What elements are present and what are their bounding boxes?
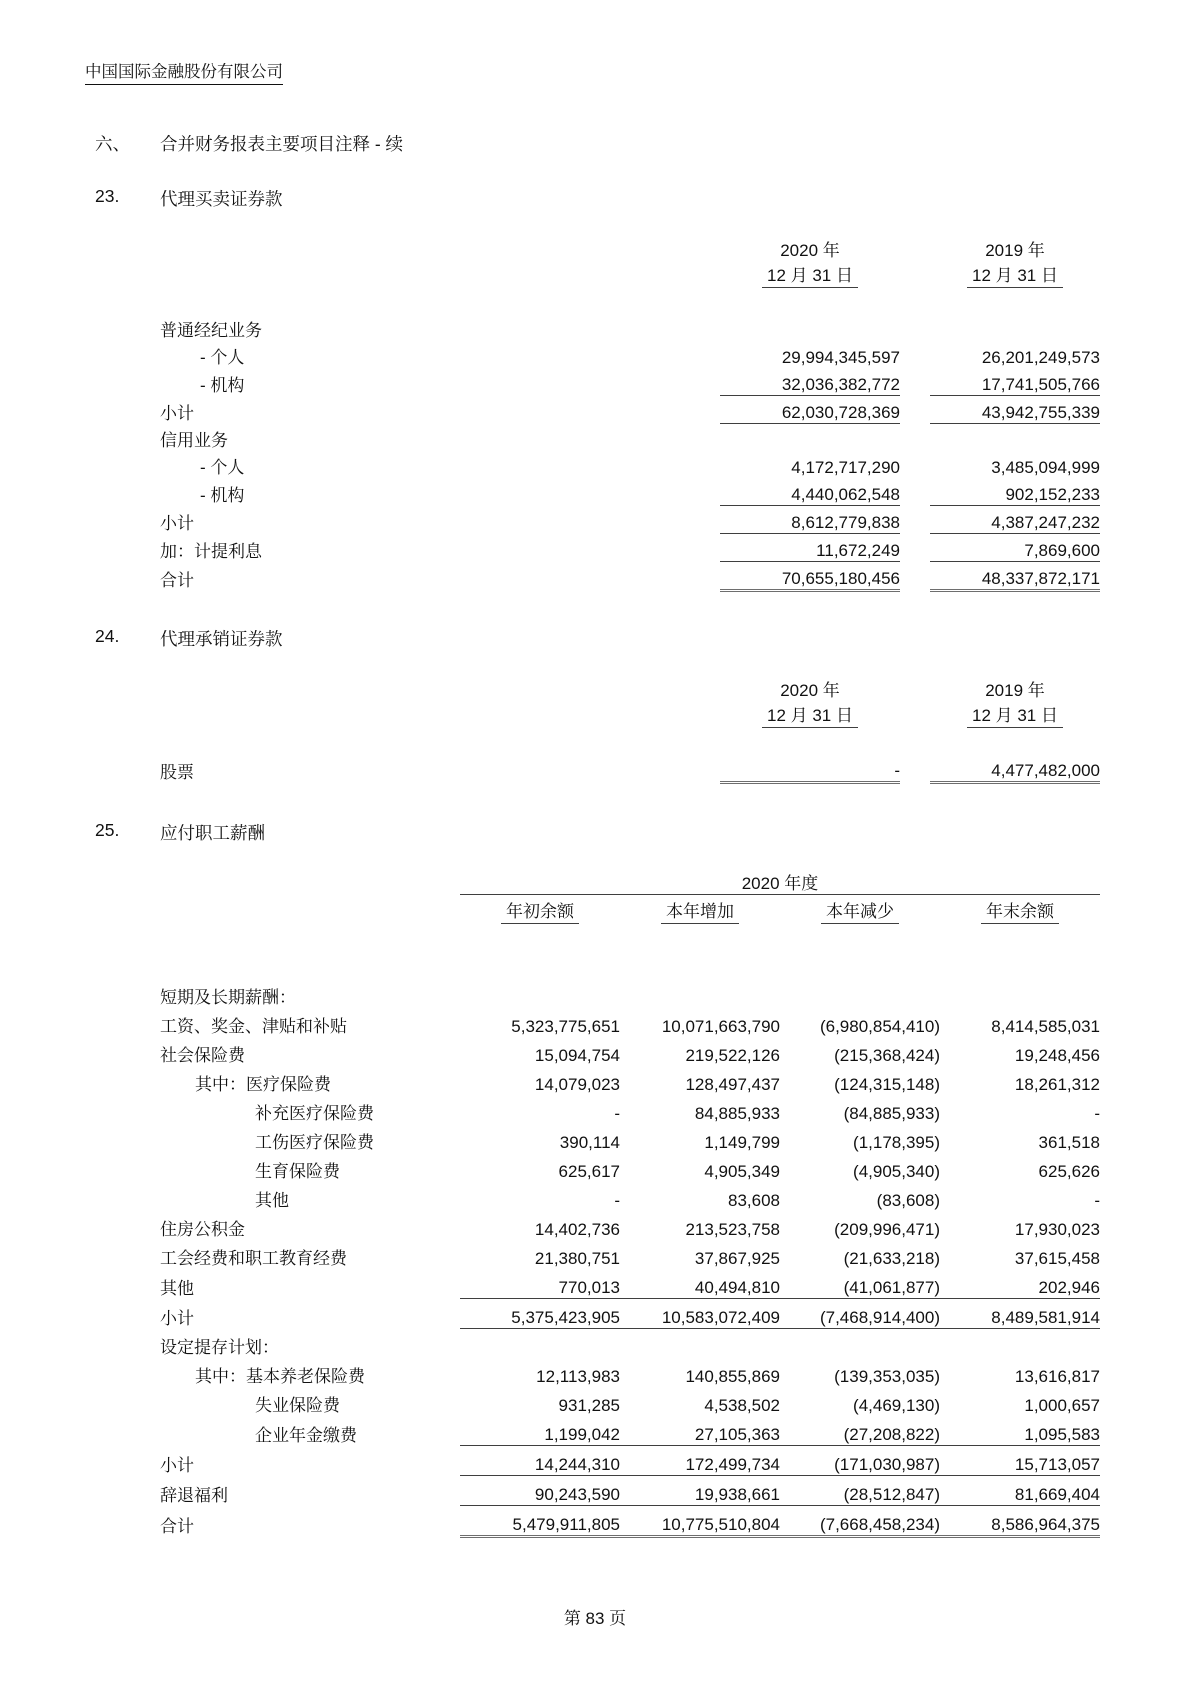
cell-value: 202,946 xyxy=(940,1269,1100,1299)
cell-value: (84,885,933) xyxy=(843,1104,940,1123)
table-row xyxy=(160,1037,1100,1066)
cell-value: 19,248,456 xyxy=(1014,1046,1100,1065)
cell-value: (7,668,458,234) xyxy=(780,1506,940,1537)
cell-value: 1,095,583 xyxy=(940,1416,1100,1446)
cell-value: 48,337,872,171 xyxy=(930,562,1100,591)
note25-number: 25. xyxy=(95,820,120,840)
year-header: 2019 年 xyxy=(985,241,1045,260)
table-row xyxy=(160,451,1100,478)
col-header: 年末余额 xyxy=(940,895,1100,925)
row-label: 普通经纪业务 xyxy=(160,321,262,340)
cell-value: 18,261,312 xyxy=(1014,1075,1100,1094)
note25-title: 应付职工薪酬 xyxy=(160,823,265,843)
cell-value: 140,855,869 xyxy=(685,1367,780,1386)
cell-value: 43,942,755,339 xyxy=(930,396,1100,424)
cell-value: (215,368,424) xyxy=(834,1046,940,1065)
row-label: 其他 xyxy=(255,1191,289,1210)
note24-table xyxy=(160,675,1100,784)
table-row xyxy=(160,895,1100,925)
cell-value: (1,178,395) xyxy=(853,1133,940,1152)
row-label: 辞退福利 xyxy=(160,1485,228,1505)
row-label: 其中：医疗保险费 xyxy=(195,1075,331,1094)
row-label: 企业年金缴费 xyxy=(255,1425,357,1445)
cell-value: 1,149,799 xyxy=(704,1133,780,1152)
year-header: 2020 年 xyxy=(780,241,840,260)
table-row xyxy=(160,1299,1100,1329)
table-row xyxy=(160,1358,1100,1387)
page-footer: 第 83 页 xyxy=(563,1609,627,1628)
table-row xyxy=(160,368,1100,396)
row-label: 小计 xyxy=(160,1455,194,1475)
cell-value: - xyxy=(614,1191,620,1210)
cell-value: - xyxy=(720,754,900,783)
cell-value: 17,741,505,766 xyxy=(930,368,1100,396)
year-header: 2020 年 xyxy=(780,681,840,700)
table-row xyxy=(160,506,1100,534)
row-label: 合计 xyxy=(160,570,194,590)
cell-value: 11,672,249 xyxy=(720,534,900,562)
cell-value: 15,094,754 xyxy=(534,1046,620,1065)
section-title: 合并财务报表主要项目注释 - 续 xyxy=(160,134,404,154)
note24-number: 24. xyxy=(95,626,120,646)
cell-value: (83,608) xyxy=(876,1191,940,1210)
table-row xyxy=(160,1095,1100,1124)
table-row xyxy=(160,1240,1100,1269)
cell-value: 10,775,510,804 xyxy=(620,1506,780,1537)
row-label: 设定提存计划： xyxy=(160,1338,279,1357)
table-row xyxy=(160,1329,1100,1359)
cell-value: - xyxy=(1094,1104,1100,1123)
table-row xyxy=(160,869,1100,895)
cell-value: 4,538,502 xyxy=(704,1396,780,1415)
cell-value: (139,353,035) xyxy=(834,1367,940,1386)
table-row xyxy=(160,754,1100,783)
cell-value: 37,615,458 xyxy=(1014,1249,1100,1268)
row-label: 社会保险费 xyxy=(160,1046,245,1065)
row-label: 其他 xyxy=(160,1278,194,1298)
cell-value: 10,071,663,790 xyxy=(661,1017,780,1036)
table-row xyxy=(160,1211,1100,1240)
cell-value: 5,375,423,905 xyxy=(460,1299,620,1329)
cell-value: 90,243,590 xyxy=(460,1476,620,1506)
row-label: - 个人 xyxy=(200,458,245,477)
cell-value: 21,380,751 xyxy=(534,1249,620,1268)
table-row xyxy=(160,534,1100,562)
cell-value: 4,387,247,232 xyxy=(930,506,1100,534)
table-row xyxy=(160,478,1100,506)
date-header: 12 月 31 日 xyxy=(720,701,900,728)
table-row xyxy=(160,1124,1100,1153)
cell-value: 361,518 xyxy=(1038,1133,1100,1152)
row-label: 小计 xyxy=(160,1308,194,1328)
cell-value: (27,208,822) xyxy=(780,1416,940,1446)
cell-value: - xyxy=(614,1104,620,1123)
row-label: 补充医疗保险费 xyxy=(255,1104,374,1123)
cell-value: 84,885,933 xyxy=(694,1104,780,1123)
date-header: 12 月 31 日 xyxy=(930,261,1100,288)
date-header: 12 月 31 日 xyxy=(930,701,1100,728)
row-label: 小计 xyxy=(160,513,194,533)
section-number: 六、 xyxy=(95,134,130,154)
cell-value: 8,489,581,914 xyxy=(940,1299,1100,1329)
cell-value: 5,323,775,651 xyxy=(511,1017,620,1036)
cell-value: 902,152,233 xyxy=(930,478,1100,506)
col-header: 年初余额 xyxy=(460,895,620,925)
cell-value: 81,669,404 xyxy=(940,1476,1100,1506)
row-label: 短期及长期薪酬： xyxy=(160,988,296,1007)
row-label: 工伤医疗保险费 xyxy=(255,1133,374,1152)
table-row xyxy=(160,1506,1100,1537)
cell-value: 625,617 xyxy=(558,1162,620,1181)
note23-title: 代理买卖证券款 xyxy=(160,189,283,209)
cell-value: 37,867,925 xyxy=(694,1249,780,1268)
cell-value: 7,869,600 xyxy=(930,534,1100,562)
row-label: 住房公积金 xyxy=(160,1220,245,1239)
row-label: 工会经费和职工教育经费 xyxy=(160,1249,347,1268)
cell-value: (124,315,148) xyxy=(834,1075,940,1094)
row-label: 生育保险费 xyxy=(255,1162,340,1181)
row-label: 小计 xyxy=(160,403,194,423)
cell-value: (209,996,471) xyxy=(834,1220,940,1239)
cell-value: 172,499,734 xyxy=(620,1446,780,1476)
cell-value: 62,030,728,369 xyxy=(720,396,900,424)
table-row xyxy=(160,675,1100,701)
cell-value: 390,114 xyxy=(559,1133,620,1152)
cell-value: (171,030,987) xyxy=(780,1446,940,1476)
cell-value: 10,583,072,409 xyxy=(620,1299,780,1329)
row-label: 股票 xyxy=(160,762,194,782)
cell-value: 14,402,736 xyxy=(534,1220,620,1239)
table-row xyxy=(160,1446,1100,1476)
table-row xyxy=(160,261,1100,288)
cell-value: 8,586,964,375 xyxy=(940,1506,1100,1537)
row-label: 工资、奖金、津贴和补贴 xyxy=(160,1017,347,1036)
cell-value: 17,930,023 xyxy=(1014,1220,1100,1239)
table-row xyxy=(160,424,1100,452)
cell-value: 4,440,062,548 xyxy=(720,478,900,506)
row-label: - 机构 xyxy=(200,485,245,505)
cell-value: 27,105,363 xyxy=(620,1416,780,1446)
cell-value: 4,905,349 xyxy=(704,1162,780,1181)
table-row xyxy=(160,562,1100,591)
note23-table xyxy=(160,235,1100,592)
cell-value: 29,994,345,597 xyxy=(781,348,900,367)
row-label: 信用业务 xyxy=(160,431,228,450)
table-row xyxy=(160,341,1100,368)
table-row xyxy=(160,1387,1100,1416)
note24-title: 代理承销证券款 xyxy=(160,629,283,649)
cell-value: - xyxy=(1094,1191,1100,1210)
row-label: 加：计提利息 xyxy=(160,541,262,561)
row-label: 合计 xyxy=(160,1516,194,1536)
table-row xyxy=(160,314,1100,341)
cell-value: 213,523,758 xyxy=(685,1220,780,1239)
row-label: - 个人 xyxy=(200,348,245,367)
note25-table xyxy=(160,869,1100,1538)
cell-value: 5,479,911,805 xyxy=(460,1506,620,1537)
note23-number: 23. xyxy=(95,186,120,206)
cell-value: 13,616,817 xyxy=(1014,1367,1100,1386)
table-row xyxy=(160,1476,1100,1506)
note25-heading xyxy=(95,820,1190,845)
cell-value: (4,469,130) xyxy=(853,1396,940,1415)
cell-value: 26,201,249,573 xyxy=(981,348,1100,367)
cell-value: (6,980,854,410) xyxy=(819,1017,940,1036)
row-label: - 机构 xyxy=(200,375,245,395)
date-header: 12 月 31 日 xyxy=(720,261,900,288)
cell-value: 1,199,042 xyxy=(460,1416,620,1446)
cell-value: 770,013 xyxy=(460,1269,620,1299)
table-row xyxy=(160,1153,1100,1182)
cell-value: (7,468,914,400) xyxy=(780,1299,940,1329)
table-row xyxy=(160,1416,1100,1446)
col-header: 本年减少 xyxy=(780,895,940,925)
cell-value: 128,497,437 xyxy=(685,1075,780,1094)
cell-value: 12,113,983 xyxy=(536,1367,620,1386)
cell-value: 625,626 xyxy=(1038,1162,1100,1181)
table-row xyxy=(160,1066,1100,1095)
table-row xyxy=(160,1008,1100,1037)
note23-heading xyxy=(95,186,1190,211)
table-row xyxy=(160,1269,1100,1299)
cell-value: 8,414,585,031 xyxy=(991,1017,1100,1036)
cell-value: 1,000,657 xyxy=(1024,1396,1100,1415)
row-label: 失业保险费 xyxy=(255,1396,340,1415)
cell-value: 19,938,661 xyxy=(620,1476,780,1506)
cell-value: 14,079,023 xyxy=(534,1075,620,1094)
year-header: 2019 年 xyxy=(985,681,1045,700)
cell-value: (21,633,218) xyxy=(843,1249,940,1268)
cell-value: 15,713,057 xyxy=(940,1446,1100,1476)
note24-heading xyxy=(95,626,1190,651)
row-label: 其中：基本养老保险费 xyxy=(195,1367,365,1386)
year-header: 2020 年度 xyxy=(460,869,1100,895)
cell-value: 8,612,779,838 xyxy=(720,506,900,534)
company-name: 中国国际金融股份有限公司 xyxy=(85,58,1190,85)
table-row xyxy=(160,396,1100,424)
cell-value: 32,036,382,772 xyxy=(720,368,900,396)
col-header: 本年增加 xyxy=(620,895,780,925)
cell-value: 83,608 xyxy=(728,1191,780,1210)
cell-value: (28,512,847) xyxy=(780,1476,940,1506)
table-row xyxy=(160,701,1100,728)
table-row xyxy=(160,235,1100,261)
table-row xyxy=(160,979,1100,1008)
cell-value: 931,285 xyxy=(558,1396,620,1415)
cell-value: (4,905,340) xyxy=(853,1162,940,1181)
cell-value: (41,061,877) xyxy=(780,1269,940,1299)
cell-value: 4,172,717,290 xyxy=(791,458,900,477)
cell-value: 70,655,180,456 xyxy=(720,562,900,591)
cell-value: 4,477,482,000 xyxy=(930,754,1100,783)
cell-value: 40,494,810 xyxy=(620,1269,780,1299)
cell-value: 14,244,310 xyxy=(460,1446,620,1476)
cell-value: 219,522,126 xyxy=(685,1046,780,1065)
table-row xyxy=(160,1182,1100,1211)
cell-value: 3,485,094,999 xyxy=(991,458,1100,477)
section-heading xyxy=(95,131,1190,156)
